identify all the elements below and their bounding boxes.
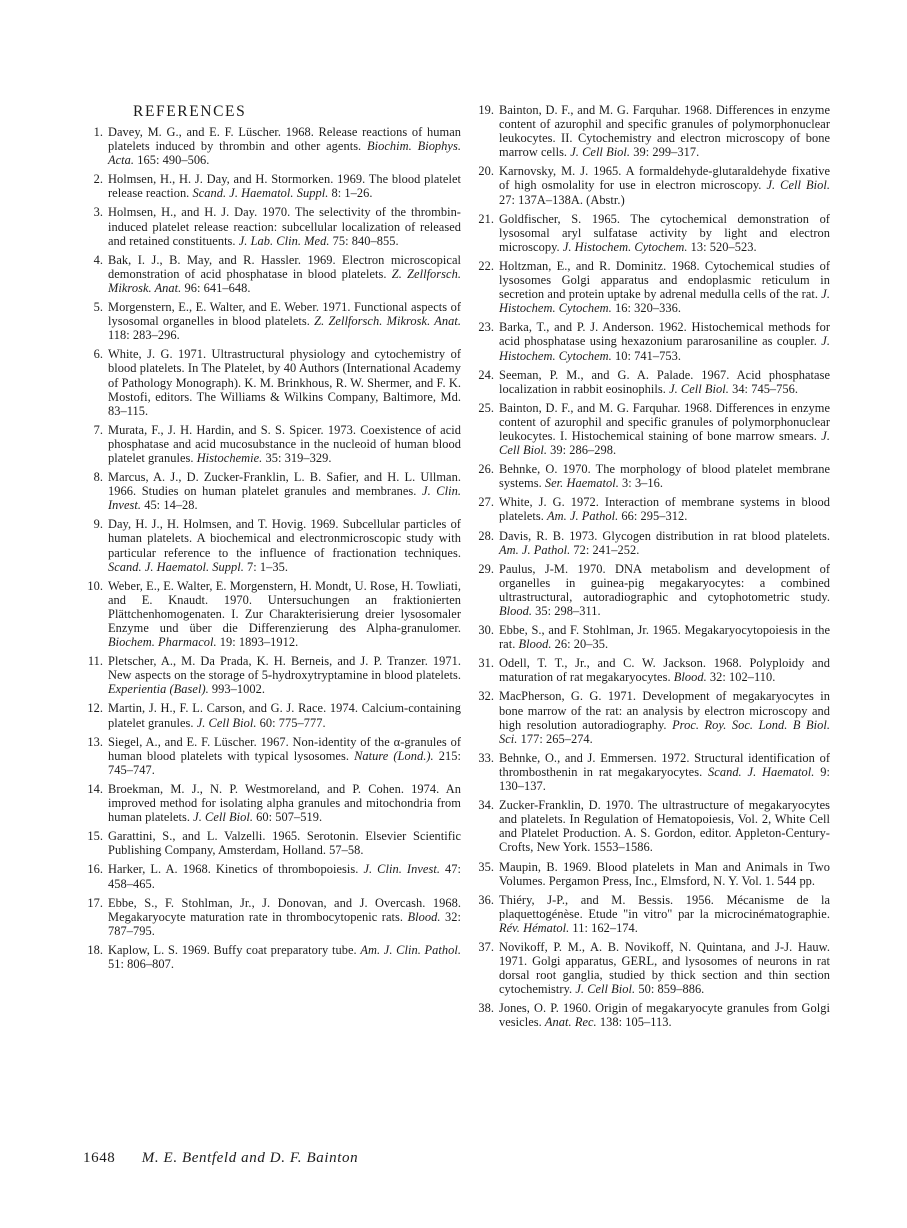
reference-item bbox=[83, 701, 461, 729]
reference-volume-pages: 7: 1–35. bbox=[243, 559, 289, 574]
reference-item bbox=[474, 689, 830, 745]
reference-number: 11. bbox=[87, 654, 103, 669]
reference-volume-pages: 9: 130–137. bbox=[499, 764, 830, 794]
reference-text: White, J. G. 1972. Interaction of membrane systems in blood platelets. bbox=[499, 495, 830, 524]
reference-item bbox=[83, 347, 461, 417]
reference-text: Odell, T. T., Jr., and C. W. Jackson. 1968. Polyploidy and maturation of rat megakaryocytes. bbox=[499, 656, 830, 685]
reference-text: Seeman, P. M., and G. A. Palade. 1967. Acid phosphatase localization in rabbit eosinophils. bbox=[499, 367, 830, 396]
reference-number: 6. bbox=[93, 347, 103, 362]
reference-volume-pages: 118: 283–296. bbox=[108, 328, 180, 343]
reference-number: 13. bbox=[87, 734, 103, 749]
reference-item bbox=[83, 862, 461, 890]
reference-number: 32. bbox=[478, 689, 494, 704]
reference-number: 14. bbox=[87, 781, 103, 796]
reference-volume-pages: 26: 20–35. bbox=[551, 637, 609, 652]
reference-journal: Nature (Lond.). bbox=[354, 748, 434, 763]
reference-journal: Scand. J. Haematol. bbox=[708, 764, 815, 779]
reference-text: Harker, L. A. 1968. Kinetics of thrombopoiesis. bbox=[108, 862, 364, 877]
reference-journal: Blood. bbox=[673, 670, 707, 685]
reference-volume-pages: 39: 299–317. bbox=[630, 145, 700, 160]
reference-number: 19. bbox=[478, 103, 494, 117]
reference-number: 1. bbox=[93, 125, 103, 139]
reference-number: 9. bbox=[93, 517, 103, 532]
reference-volume-pages: 138: 105–113. bbox=[596, 1015, 672, 1030]
reference-journal: Biochim. Biophys. Acta. bbox=[108, 139, 461, 168]
reference-text: Davis, R. B. 1973. Glycogen distribution in rat blood platelets. bbox=[499, 528, 830, 543]
reference-number: 20. bbox=[478, 164, 494, 179]
reference-volume-pages: 16: 320–336. bbox=[611, 301, 681, 316]
reference-journal: J. Cell Biol. bbox=[570, 145, 631, 160]
reference-text: Siegel, A., and E. F. Lüscher. 1967. Non-identity of the α-granules of human blood platelets with typical lysosomes. bbox=[108, 734, 461, 763]
reference-text: Thiéry, J-P., and M. Bessis. 1956. Mécanisme de la plaquettogénèse. Etude "in vitro" par la microcinématographie. bbox=[499, 892, 830, 921]
reference-item bbox=[474, 320, 830, 362]
reference-volume-pages: 3: 3–16. bbox=[618, 476, 664, 491]
reference-journal: J. Cell Biol. bbox=[193, 810, 253, 825]
reference-number: 24. bbox=[478, 367, 494, 382]
reference-volume-pages: 51: 806–807. bbox=[108, 956, 174, 971]
reference-item bbox=[474, 259, 830, 315]
reference-item bbox=[474, 212, 830, 254]
reference-volume-pages: 19: 1893–1912. bbox=[216, 635, 299, 650]
reference-number: 5. bbox=[93, 300, 103, 315]
reference-volume-pages: 96: 641–648. bbox=[181, 280, 251, 295]
reference-number: 16. bbox=[87, 862, 103, 877]
reference-volume-pages: 177: 265–274. bbox=[517, 731, 593, 746]
reference-volume-pages: 27: 137A–138A. (Abstr.) bbox=[499, 192, 625, 207]
reference-journal: Scand. J. Haematol. Suppl. bbox=[192, 186, 329, 201]
reference-volume-pages: 34: 745–756. bbox=[728, 381, 799, 396]
reference-number: 17. bbox=[87, 895, 103, 910]
reference-item bbox=[83, 172, 461, 200]
reference-item bbox=[474, 401, 830, 457]
reference-number: 4. bbox=[93, 252, 103, 267]
reference-item bbox=[83, 829, 461, 857]
reference-journal: J. Cell Biol. bbox=[575, 982, 636, 997]
reference-item bbox=[83, 943, 461, 971]
reference-journal: Proc. Roy. Soc. Lond. B Biol. Sci. bbox=[499, 717, 830, 746]
reference-item bbox=[474, 368, 830, 396]
reference-text: Behnke, O., and J. Emmersen. 1972. Structural identification of thrombosthenin in rat megakaryocytes. bbox=[499, 750, 830, 779]
reference-item bbox=[83, 470, 461, 512]
reference-text: Goldfischer, S. 1965. The cytochemical demonstration of lysosomal aryl sulfatase activity by light and electron microscopy. bbox=[499, 211, 830, 254]
reference-number: 3. bbox=[93, 205, 103, 220]
reference-item bbox=[83, 782, 461, 824]
reference-text: Bainton, D. F., and M. G. Farquhar. 1968. Differences in enzyme content of azurophil and specific granules of polymorphonuclear leukocytes. I. Histochemical staining of bone marrow smears. bbox=[499, 400, 830, 443]
reference-journal: Am. J. Clin. Pathol. bbox=[360, 942, 462, 957]
reference-text: Broekman, M. J., N. P. Westmoreland, and P. Cohen. 1974. An improved method for isolating alpha granules and mitochondria from human platelets. bbox=[108, 781, 461, 825]
reference-number: 37. bbox=[478, 939, 494, 954]
reference-item bbox=[83, 579, 461, 649]
reference-item bbox=[83, 205, 461, 247]
reference-volume-pages: 32: 102–110. bbox=[706, 670, 776, 685]
reference-number: 36. bbox=[478, 892, 494, 907]
reference-text: Karnovsky, M. J. 1965. A formaldehyde-glutaraldehyde fixative of high osmolality for use in electron microscopy. bbox=[499, 164, 830, 193]
reference-number: 18. bbox=[87, 942, 103, 957]
reference-volume-pages: 45: 14–28. bbox=[141, 498, 198, 513]
reference-item bbox=[474, 860, 830, 888]
reference-text: Pletscher, A., M. Da Prada, K. H. Berneis, and J. P. Tranzer. 1971. New aspects on the storage of 5-hydroxytryptamine in blood platelets. bbox=[108, 654, 461, 683]
reference-text: Ebbe, S., and F. Stohlman, Jr. 1965. Megakaryocytopoiesis in the rat. bbox=[499, 623, 830, 652]
reference-journal: J. Cell Biol. bbox=[766, 178, 830, 193]
reference-item bbox=[474, 462, 830, 490]
reference-text: Weber, E., E. Walter, E. Morgenstern, H. Mondt, U. Rose, H. Towliati, and E. Knaudt. 1970. Untersuchungen an fraktionierten Plättchenhomogenaten. I. Zur Charakterisierung dreier lysosomaler Enzyme und über die Differenzierung des Alpha-granulomer. bbox=[108, 578, 461, 635]
reference-journal: J. Cell Biol. bbox=[196, 715, 257, 730]
reference-item bbox=[83, 253, 461, 295]
reference-number: 15. bbox=[87, 829, 103, 844]
reference-text: Martin, J. H., F. L. Carson, and G. J. Race. 1974. Calcium-containing platelet granules. bbox=[108, 701, 461, 730]
reference-volume-pages: 215: 745–747. bbox=[108, 748, 462, 777]
reference-volume-pages: 32: 787–795. bbox=[108, 909, 462, 938]
reference-text: Day, H. J., H. Holmsen, and T. Hovig. 1969. Subcellular particles of human platelets. A biochemical and electronmicroscopic study with particular reference to the influence of fractionation techniques. bbox=[108, 517, 461, 560]
reference-volume-pages: 66: 295–312. bbox=[618, 509, 688, 524]
reference-text: Bak, I. J., B. May, and R. Hassler. 1969. Electron microscopical demonstration of acid phosphatase in blood platelets. bbox=[108, 252, 461, 281]
reference-journal: Histochemie. bbox=[196, 450, 263, 465]
reference-journal: Ser. Haematol. bbox=[544, 476, 619, 491]
references-right-column bbox=[474, 103, 830, 1035]
reference-volume-pages: 993–1002. bbox=[208, 682, 266, 697]
reference-volume-pages: 39: 286–298. bbox=[547, 443, 617, 458]
reference-text: Marcus, A. J., D. Zucker-Franklin, L. B. Safier, and H. L. Ullman. 1966. Studies on human platelet granules and membranes. bbox=[108, 470, 461, 499]
reference-text: Paulus, J-M. 1970. DNA metabolism and development of organelles in guinea-pig megakaryocytes: a combined ultrastructural, autoradiographic and cytophotometric study. bbox=[499, 561, 830, 604]
reference-text: Ebbe, S., F. Stohlman, Jr., J. Donovan, and J. Overcash. 1968. Megakaryocyte maturation rate in thrombocytopenic rats. bbox=[108, 895, 461, 924]
reference-volume-pages: 60: 507–519. bbox=[253, 810, 323, 825]
page-number: 1648 bbox=[83, 1150, 116, 1166]
reference-number: 22. bbox=[478, 258, 494, 273]
reference-item bbox=[474, 103, 830, 159]
reference-journal: J. Histochem. Cytochem. bbox=[499, 334, 830, 363]
reference-journal: Anat. Rec. bbox=[544, 1015, 597, 1030]
reference-journal: Z. Zellforsch. Mikrosk. Anat. bbox=[314, 314, 461, 329]
reference-item bbox=[83, 654, 461, 696]
running-authors: M. E. Bentfeld and D. F. Bainton bbox=[141, 1150, 359, 1166]
reference-journal: Scand. J. Haematol. Suppl. bbox=[108, 559, 244, 574]
reference-text: Maupin, B. 1969. Blood platelets in Man and Animals in Two Volumes. Pergamon Press, Inc., Elmsford, N. Y. Vol. 1. 544 pp. bbox=[499, 859, 830, 888]
reference-number: 25. bbox=[478, 400, 494, 415]
reference-text: Novikoff, P. M., A. B. Novikoff, N. Quintana, and J-J. Hauw. 1971. Golgi apparatus, GERL, and lysosomes of neurons in rat dorsal root ganglia, studied by thick section and thin section cytochemistry. bbox=[499, 939, 830, 997]
reference-item bbox=[83, 300, 461, 342]
reference-journal: Blood. bbox=[518, 637, 552, 652]
reference-volume-pages: 60: 775–777. bbox=[256, 715, 326, 730]
reference-item bbox=[474, 798, 830, 854]
reference-journal: Biochem. Pharmacol. bbox=[108, 635, 217, 650]
reference-text: White, J. G. 1971. Ultrastructural physiology and cytochemistry of blood platelets. In The Platelet, by 40 Authors (International Academy of Pathology Monograph). K. M. Brinkhous, R. W. Shermer, and F. K. Mostofi, editors. The Williams & Wilkins Company, Baltimore, Md. 83–115. bbox=[108, 347, 461, 418]
reference-number: 33. bbox=[478, 750, 494, 765]
reference-item bbox=[474, 656, 830, 684]
reference-number: 21. bbox=[478, 211, 494, 226]
reference-number: 35. bbox=[478, 859, 494, 874]
reference-item bbox=[83, 125, 461, 167]
reference-journal: Am. J. Pathol. bbox=[547, 509, 619, 524]
page-footer bbox=[83, 1150, 358, 1167]
reference-number: 23. bbox=[478, 320, 494, 335]
reference-text: Jones, O. P. 1960. Origin of megakaryocyte granules from Golgi vesicles. bbox=[499, 1001, 830, 1030]
reference-journal: Rév. Hématol. bbox=[499, 920, 570, 935]
reference-item bbox=[474, 751, 830, 793]
reference-volume-pages: 35: 298–311. bbox=[532, 604, 601, 618]
reference-number: 38. bbox=[478, 1001, 494, 1016]
reference-volume-pages: 11: 162–174. bbox=[569, 920, 638, 935]
reference-item bbox=[474, 562, 830, 618]
reference-number: 30. bbox=[478, 623, 494, 638]
reference-number: 10. bbox=[87, 578, 103, 593]
reference-item bbox=[474, 495, 830, 523]
reference-journal: Am. J. Pathol. bbox=[499, 542, 571, 557]
reference-item bbox=[83, 735, 461, 777]
reference-number: 26. bbox=[478, 462, 494, 477]
reference-journal: Blood. bbox=[499, 604, 532, 618]
reference-number: 28. bbox=[478, 528, 494, 543]
reference-text: Holmsen, H., and H. J. Day. 1970. The selectivity of the thrombin-induced platelet release reaction: subcellular localization of released and retained constituents. bbox=[108, 205, 461, 248]
references-left-column bbox=[83, 125, 461, 976]
reference-volume-pages: 35: 319–329. bbox=[262, 450, 332, 465]
reference-text: Morgenstern, E., E. Walter, and E. Weber. 1971. Functional aspects of lysosomal organelles in blood platelets. bbox=[108, 300, 461, 329]
reference-volume-pages: 13: 520–523. bbox=[687, 239, 757, 254]
reference-journal: J. Cell Biol. bbox=[499, 428, 830, 458]
reference-text: Bainton, D. F., and M. G. Farquhar. 1968. Differences in enzyme content of azurophil and specific granules of polymorphonuclear leukocytes. II. Cytochemistry and electron microscopy of bone marrow cells. bbox=[499, 103, 830, 160]
reference-journal: J. Histochem. Cytochem. bbox=[562, 239, 688, 254]
references-heading: REFERENCES bbox=[133, 103, 247, 120]
reference-journal: J. Histochem. Cytochem. bbox=[499, 287, 830, 316]
reference-volume-pages: 72: 241–252. bbox=[570, 542, 640, 557]
reference-text: Behnke, O. 1970. The morphology of blood platelet membrane systems. bbox=[499, 462, 830, 491]
reference-item bbox=[474, 1001, 830, 1029]
reference-volume-pages: 75: 840–855. bbox=[329, 233, 399, 248]
reference-journal: J. Clin. Invest. bbox=[363, 862, 440, 877]
reference-item bbox=[474, 623, 830, 651]
reference-text: Barka, T., and P. J. Anderson. 1962. Histochemical methods for acid phosphatase using hexazonium pararosaniline as coupler. bbox=[499, 320, 830, 349]
reference-item bbox=[83, 517, 461, 573]
reference-item bbox=[83, 423, 461, 465]
reference-item bbox=[474, 893, 830, 935]
reference-text: Murata, F., J. H. Hardin, and S. S. Spicer. 1973. Coexistence of acid phosphatase and acid mucosubstance in the nucleoid of human blood platelet granules. bbox=[108, 422, 461, 465]
reference-number: 2. bbox=[93, 172, 103, 187]
reference-volume-pages: 10: 741–753. bbox=[611, 348, 681, 363]
reference-text: Zucker-Franklin, D. 1970. The ultrastructure of megakaryocytes and platelets. In Regulation of Hematopoiesis, Vol. 2, White Cell and Platelet Production. A. S. Gordon, editor. Appleton-Century-Crofts, New York. 1553–1586. bbox=[499, 798, 830, 855]
reference-text: MacPherson, G. G. 1971. Development of megakaryocytes in bone marrow of the rat: an analysis by electron microscopy and high resolution autoradiography. bbox=[499, 689, 830, 732]
reference-journal: Blood. bbox=[407, 909, 441, 924]
reference-number: 34. bbox=[478, 798, 494, 813]
reference-item bbox=[474, 940, 830, 996]
reference-number: 27. bbox=[478, 495, 494, 510]
reference-text: Kaplow, L. S. 1969. Buffy coat preparatory tube. bbox=[108, 942, 361, 957]
reference-text: Holmsen, H., H. J. Day, and H. Stormorken. 1969. The blood platelet release reaction. bbox=[108, 172, 461, 201]
reference-item bbox=[83, 896, 461, 938]
reference-item bbox=[474, 529, 830, 557]
reference-text: Davey, M. G., and E. F. Lüscher. 1968. Release reactions of human platelets induced by thrombin and other agents. bbox=[108, 125, 461, 154]
reference-journal: J. Cell Biol. bbox=[669, 381, 729, 396]
reference-text: Garattini, S., and L. Valzelli. 1965. Serotonin. Elsevier Scientific Publishing Company, Amsterdam, Holland. 57–58. bbox=[108, 829, 461, 858]
reference-number: 29. bbox=[478, 561, 494, 576]
reference-item bbox=[474, 164, 830, 206]
reference-volume-pages: 47: 458–465. bbox=[108, 862, 462, 891]
reference-journal: J. Lab. Clin. Med. bbox=[238, 233, 330, 248]
reference-volume-pages: 8: 1–26. bbox=[328, 186, 373, 201]
reference-number: 7. bbox=[93, 422, 103, 437]
reference-journal: Experientia (Basel). bbox=[108, 682, 209, 697]
reference-journal: J. Clin. Invest. bbox=[108, 484, 461, 513]
reference-number: 31. bbox=[478, 656, 494, 671]
reference-volume-pages: 50: 859–886. bbox=[635, 982, 705, 997]
reference-number: 12. bbox=[87, 701, 103, 716]
reference-journal: Z. Zellforsch. Mikrosk. Anat. bbox=[108, 266, 461, 295]
reference-number: 8. bbox=[93, 470, 103, 485]
reference-volume-pages: 165: 490–506. bbox=[134, 153, 210, 168]
reference-text: Holtzman, E., and R. Dominitz. 1968. Cytochemical studies of lysosomes Golgi apparatus and endoplasmic reticulum in secretion and protein uptake by adrenal medulla cells of the rat. bbox=[499, 258, 830, 302]
